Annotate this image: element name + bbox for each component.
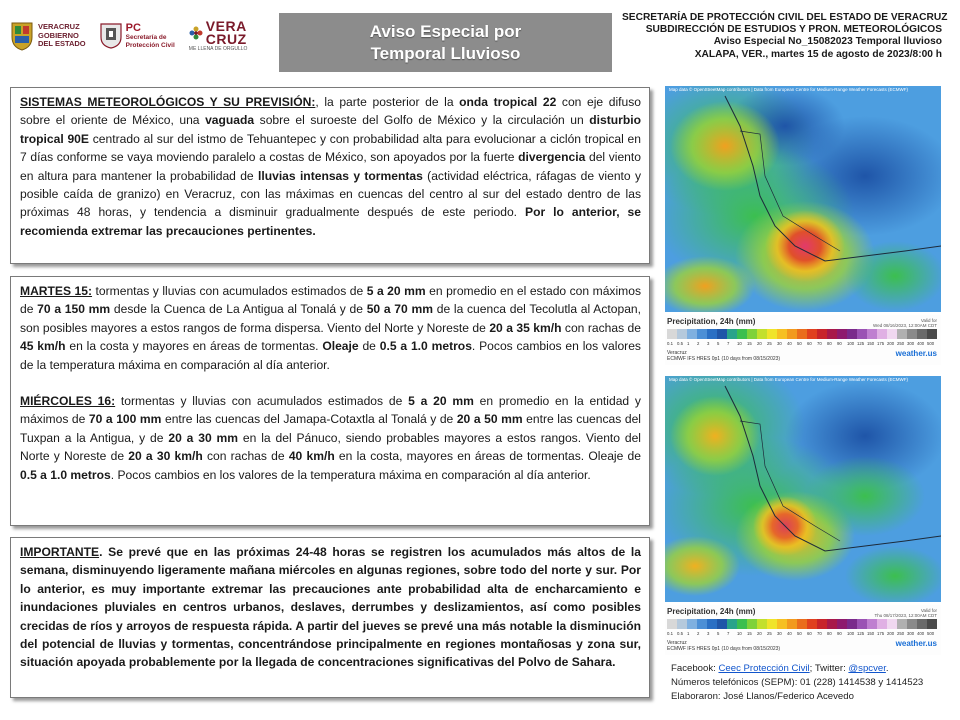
legend-tick-label: 20 [757,631,762,636]
text-run: en promedio en la entidad y máximos de [20,394,641,427]
legend-swatch [917,619,927,629]
bold-run: 40 km/h [288,449,335,464]
legend-tick-label: 0.5 [677,341,683,346]
legend-tick-label: 400 [917,341,925,346]
social-line [671,662,960,676]
legend-swatch [857,619,867,629]
legend-tick-label: 200 [887,631,895,636]
legend-swatch [787,619,797,629]
legend-tick-label: 300 [907,341,915,346]
legend-tick-label: 500 [927,631,935,636]
legend-swatch [697,619,707,629]
legend-tick-label: 2 [697,341,700,346]
legend-swatch [797,619,807,629]
legend-swatch [727,329,737,339]
text-run: en la costa, mayores en áreas de tormentas. Oleaje de [334,449,641,464]
veracruz-logo-text: VERACRUZ GOBIERNO DEL ESTADO [38,22,86,49]
bold-run: 70 a 100 mm [88,412,162,427]
agency-line-2: SUBDIRECCIÓN DE ESTUDIOS Y PRON. METEOROLÓGICOS [645,24,942,36]
map-attribution: Map data © OpenStreetMap contributors | Data from European Centre for Medium-Range Weather Forecasts (ECMWF) [669,87,908,92]
text-run: en promedio en el estado con máximos de [20,284,642,317]
legend-swatch [767,329,777,339]
legend-tick-label: 175 [877,631,885,636]
legend-swatch [867,329,877,339]
facebook-label: Facebook: [671,663,719,674]
legend-tick-label: 150 [867,631,875,636]
legend-swatch [847,619,857,629]
legend-swatch [797,329,807,339]
text-run: . Pocos cambios en los valores de la temperatura máxima en comparación al día anterior. [110,467,591,482]
bold-run: 20 a 30 km/h [128,449,203,464]
legend-swatch [747,619,757,629]
legend-swatch [927,619,937,629]
legend-swatch [737,619,747,629]
legend-swatch [887,619,897,629]
bold-run: 45 km/h [20,339,66,354]
legend-source [667,640,780,652]
legend-title: Precipitation, 24h (mm) [667,317,756,326]
legend-tick-label: 7 [727,341,730,346]
twitter-label: ; Twitter: [809,663,849,674]
important-heading: IMPORTANTE [20,545,100,559]
legend-swatch [807,329,817,339]
legend-tick-label: 250 [897,631,905,636]
bulletin-number: Aviso Especial No_15082023 Temporal lluvioso [713,36,942,48]
weather-us-brand: weather.us [895,639,937,648]
legend-tick-label: 80 [827,631,832,636]
legend-model: ECMWF IFS HRES 0p1 (10 days from 08/15/2023) [667,646,781,652]
text-run: del viento en altura para mantener la probabilidad de [20,150,641,183]
bulletin-date: XALAPA, VER., martes 15 de agosto de 2023/8:00 h [694,48,942,60]
legend-tick-label: 100 [847,341,855,346]
legend-tick-label: 3 [707,631,710,636]
legend-tick-label: 40 [787,341,792,346]
precip-legend [665,605,941,655]
legend-tick-label: 50 [797,631,802,636]
text-run: centrado al sur del istmo de Tehuantepec y con probabilidad alta para evolucionar a ciclón tropical en 7 días conforme se vaya moviendo paralelo a costas de México, son apoyados por la fuerte [20,131,641,165]
legend-source [667,350,780,362]
legend-swatch [877,619,887,629]
text-run: . Se prevé que en las próximas 24-48 horas se registren los acumulados más altos de la semana, disminuyendo ligeramente mañana miércoles en algunas regiones, sobre todo del norte y sur. Por lo anterior, es muy importante extremar las precauciones ante probabilidad alta de encharcamiento e inundaciones pluviales en centros urbanos, deslaves, derrumbes y deslizamientos, así como posibles crecidas de ríos y arroyos de respuesta rápida. A partir del jueves se prevé una más notable la disminución del potencial de lluvias y tormentas, concentrándose principalmente en regiones montañosas y zona sur, situación apoyada probablemente por la llegada de concentraciones significativas del Polvo de Sahara. [20,545,641,670]
legend-swatch [817,329,827,339]
legend-tick-label: 30 [777,631,782,636]
twitter-link[interactable]: @spcver [848,663,886,674]
legend-region: Veracruz [667,640,687,646]
legend-tick-label: 300 [907,631,915,636]
agency-line-1: SECRETARÍA DE PROTECCIÓN CIVIL DEL ESTADO DE VERACRUZ [622,12,948,23]
legend-tick-label: 20 [757,341,762,346]
rainfall-map-graphic [665,376,941,602]
legend-tick-label: 25 [767,341,772,346]
legend-tick-label: 70 [817,631,822,636]
legend-valid-time: Valid for Wed 08/16/2023, 12:00AM CDT [873,318,937,328]
pc-logo-text [126,23,175,49]
section-heading: SISTEMAS METEOROLÓGICOS Y SU PREVISIÓN: [20,95,316,109]
weather-us-brand: weather.us [895,349,937,358]
text-run: sobre el suroeste del Golfo de México y la circulación un [254,113,590,128]
legend-tick-label: 125 [857,341,865,346]
bold-run: vaguada [205,113,255,128]
legend-swatch [717,619,727,629]
legend-swatch [827,619,837,629]
text-run: tormentas y lluvias con acumulados estimados de [115,394,409,409]
legend-tick-label: 5 [717,631,720,636]
legend-tick-label: 30 [777,341,782,346]
legend-tick-label: 90 [837,341,842,346]
legend-swatch [847,329,857,339]
legend-tick-label: 3 [707,341,710,346]
legend-tick-label: 70 [817,341,822,346]
legend-swatch [807,619,817,629]
precip-map-wednesday [665,86,941,366]
agency-header [622,12,948,61]
bold-run: 5 a 20 mm [408,394,474,409]
legend-tick-label: 60 [807,341,812,346]
miercoles-heading: MIÉRCOLES 16: [20,394,116,409]
legend-tick-label: 125 [857,631,865,636]
legend-region: Veracruz [667,350,687,356]
text-run: con rachas de [202,449,289,464]
meteorological-systems-text [20,93,641,240]
legend-tick-label: 90 [837,631,842,636]
legend-swatch [867,619,877,629]
precip-map-thursday [665,376,941,658]
precip-legend [665,315,941,365]
legend-swatch [677,329,687,339]
legend-swatch [817,619,827,629]
legend-swatch [687,619,697,629]
legend-swatch [667,329,677,339]
text-run: , la parte posterior de la [315,95,460,109]
legend-tick-label: 10 [737,341,742,346]
text-run: entre las cuencas del Jamapa-Cotaxtla al Tonalá y de [161,412,457,427]
bold-run: Por lo anterior, se recomienda extremar las precauciones pertinentes. [20,205,641,238]
legend-ticks [667,631,937,636]
legend-swatch [907,329,917,339]
legend-swatch [857,329,867,339]
martes-heading: MARTES 15: [20,284,93,298]
bold-run: 0.5 a 1.0 metros [379,339,472,354]
legend-ticks [667,341,937,346]
legend-tick-label: 1 [687,341,690,346]
legend-swatch [877,329,887,339]
legend-tick-label: 100 [847,631,855,636]
legend-tick-label: 0.1 [667,341,673,346]
daily-forecast-panel [10,276,650,526]
legend-swatch [697,329,707,339]
pc-shield-icon [100,23,122,49]
legend-tick-label: 250 [897,341,905,346]
legend-tick-label: 50 [797,341,802,346]
bold-run: 20 a 35 km/h [489,320,562,335]
legend-tick-label: 60 [807,631,812,636]
legend-swatch [777,329,787,339]
legend-swatch [707,619,717,629]
legend-swatch [887,329,897,339]
important-notice-panel [10,537,650,698]
bold-run: lluvias intensas y tormentas [257,168,423,183]
legend-tick-label: 15 [747,631,752,636]
legend-tick-label: 10 [737,631,742,636]
precip-map-image [665,86,941,312]
rainfall-map-graphic [665,86,941,312]
legend-colorbar [667,329,937,339]
bold-run: disturbio tropical 90E [20,113,641,146]
legend-valid-time: Valid for Thu 08/17/2023, 12:00AM CDT [874,608,937,618]
legend-swatch [837,619,847,629]
legend-tick-label: 175 [877,341,885,346]
bold-run: divergencia [518,150,586,165]
veracruz-brand-logo [189,20,248,52]
legend-swatch [907,619,917,629]
legend-swatch [827,329,837,339]
text-run: entre las cuencas del Tuxpan a la Antigua, y de [20,412,641,445]
legend-tick-label: 15 [747,341,752,346]
phone-numbers: Números telefónicos (SEPM): 01 (228) 1414538 y 1414523 [671,677,924,689]
proteccion-civil-logo [100,23,175,49]
text-run: de [358,339,380,354]
facebook-link[interactable]: Ceec Protección Civil [718,663,810,674]
legend-swatch [717,329,727,339]
legend-swatch [687,329,697,339]
legend-tick-label: 500 [927,341,935,346]
map-attribution: Map data © OpenStreetMap contributors | Data from European Centre for Medium-Range Weather Forecasts (ECMWF) [669,377,908,382]
legend-tick-label: 5 [717,341,720,346]
text-run: en la del Pánuco, siendo probables mayores a estos rangos. Viento del Norte y Noreste de [20,430,641,464]
legend-swatch [897,619,907,629]
legend-swatch [787,329,797,339]
legend-swatch [707,329,717,339]
legend-swatch [777,619,787,629]
legend-colorbar [667,619,937,629]
legend-swatch [677,619,687,629]
contact-footer [671,662,960,705]
pc-mark: PC [125,22,141,34]
paragraph-spacer [20,374,641,392]
legend-tick-label: 2 [697,631,700,636]
legend-swatch [727,619,737,629]
legend-tick-label: 40 [787,631,792,636]
bulletin-title [279,13,612,72]
precip-map-image [665,376,941,602]
bold-run: 20 a 50 mm [456,412,523,427]
text-run: en la costa y mayores en áreas de tormentas. [65,339,323,354]
legend-tick-label: 400 [917,631,925,636]
meteorological-systems-panel [10,87,650,264]
legend-tick-label: 25 [767,631,772,636]
legend-swatch [917,329,927,339]
legend-swatch [667,619,677,629]
legend-swatch [757,619,767,629]
legend-tick-label: 0.5 [677,631,683,636]
bold-run: 0.5 a 1.0 metros [20,467,111,482]
vc-row [189,20,247,46]
text-run: desde la Cuenca de La Antigua al Tonalá y de [110,302,367,317]
legend-swatch [737,329,747,339]
pc-subtitle: Secretaría de Protección Civil [125,34,175,49]
bold-run: Oleaje [322,339,359,354]
text-run: con rachas de [561,320,641,335]
legend-swatch [897,329,907,339]
legend-title: Precipitation, 24h (mm) [667,607,756,616]
legend-swatch [757,329,767,339]
legend-swatch [837,329,847,339]
legend-tick-label: 80 [827,341,832,346]
bold-run: 5 a 20 mm [366,284,426,298]
veracruz-shield-icon [10,21,34,51]
text-run: de la cuenca del Tecolutla al Actopan, son posibles mayores a estos rangos de forma dispersa. Viento del Norte y Noreste de [20,302,642,335]
title-line-1: Aviso Especial por [369,21,522,41]
authors: Elaboraron: José Llanos/Federico Acevedo [671,691,854,703]
veracruz-government-logo [10,21,86,51]
important-notice-text [20,543,641,672]
legend-tick-label: 150 [867,341,875,346]
legend-swatch [767,619,777,629]
legend-tick-label: 7 [727,631,730,636]
legend-tick-label: 0.1 [667,631,673,636]
bold-run: 20 a 30 mm [168,430,239,445]
legend-model: ECMWF IFS HRES 0p1 (10 days from 08/15/2023) [667,356,781,362]
text-run: . Pocos cambios en los valores de la temperatura máxima en comparación al día anterior. [20,339,641,372]
text-run: . [885,663,889,674]
vc-mark: VERA CRUZ [205,18,247,47]
logo-strip [10,16,260,56]
legend-tick-label: 200 [887,341,895,346]
title-line-2: Temporal Lluvioso [370,43,521,63]
martes-forecast [20,282,641,374]
bold-run: onda tropical 22 [459,95,557,109]
bold-run: 50 a 70 mm [366,302,433,317]
miercoles-forecast [20,392,641,484]
legend-tick-label: 1 [687,631,690,636]
legend-swatch [747,329,757,339]
bold-run: 70 a 150 mm [37,302,111,317]
text-run: con eje difuso sobre el oriente de México, una [20,95,641,128]
text-run: tormentas y lluvias con acumulados estimados de [92,284,367,298]
vc-tagline: ME LLENA DE ORGULLO [188,46,248,52]
text-run: (actividad eléctrica, ráfagas de viento y posible caída de granizo) en Veracruz, con las máximas en cuencas del centro al sur del estado dentro de las próximas 48 horas, y tendencia a disminuir gradualmente después de este periodo. [20,168,642,220]
legend-swatch [927,329,937,339]
flower-icon [189,26,203,40]
